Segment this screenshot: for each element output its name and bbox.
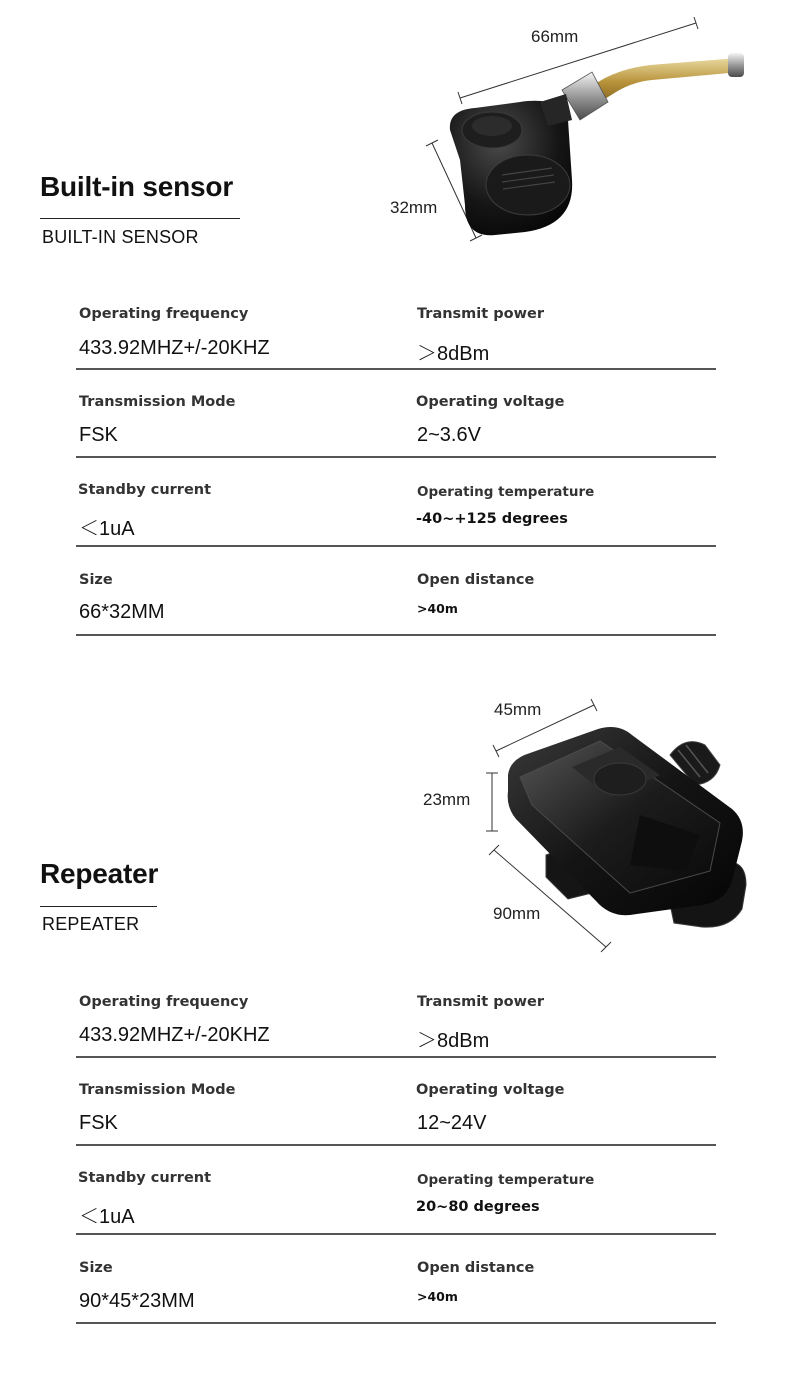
spec-label: Operating voltage [416,394,565,410]
spec-value: >40m [417,1289,458,1304]
section-title: Repeater [40,858,159,889]
spec-label: Transmit power [417,306,544,322]
spec-label: Transmission Mode [79,394,236,410]
spec-value: ＜1uA [79,518,135,540]
spec-value: 12~24V [417,1112,487,1134]
spec-label: Standby current [78,1170,212,1186]
row-divider [76,368,716,370]
spec-value: ＞8dBm [417,343,490,365]
row-divider [76,1322,716,1324]
row-divider [76,1056,716,1058]
row-divider [76,1233,716,1235]
row-divider [76,545,716,547]
spec-label: Transmission Mode [79,1082,236,1098]
dimension-height-label: 32mm [390,198,438,217]
tpms-sensor-image [420,10,760,250]
spec-value: FSK [79,1112,118,1134]
spec-label: Operating temperature [417,484,595,500]
spec-label: Operating frequency [79,306,249,322]
spec-value: 20~80 degrees [416,1199,540,1215]
section-subtitle: REPEATER [42,914,140,934]
spec-value: 2~3.6V [417,424,481,446]
spec-label: Operating temperature [417,1172,595,1188]
dimension-length-label: 66mm [531,27,579,46]
spec-value: FSK [79,424,118,446]
row-divider [76,634,716,636]
spec-value: -40~+125 degrees [416,511,568,527]
title-divider [40,906,157,907]
spec-label: Size [79,572,113,588]
spec-value: 90*45*23MM [79,1290,195,1312]
dimension-length-label: 90mm [493,904,541,923]
dimension-width-label: 45mm [494,700,542,719]
spec-value: >40m [417,601,458,616]
section-subtitle: BUILT-IN SENSOR [42,227,199,247]
row-divider [76,1144,716,1146]
section-title: Built-in sensor [40,171,234,202]
spec-label: Operating voltage [416,1082,565,1098]
spec-value: ＜1uA [79,1206,135,1228]
spec-label: Operating frequency [79,994,249,1010]
title-divider [40,218,240,219]
spec-label: Open distance [417,1260,535,1276]
spec-value: ＞8dBm [417,1030,490,1052]
spec-value: 66*32MM [79,601,165,623]
row-divider [76,456,716,458]
dimension-height-label: 23mm [423,790,471,809]
spec-label: Transmit power [417,994,544,1010]
spec-value: 433.92MHZ+/-20KHZ [79,337,270,359]
spec-label: Standby current [78,482,212,498]
spec-label: Size [79,1260,113,1276]
spec-value: 433.92MHZ+/-20KHZ [79,1024,270,1046]
spec-label: Open distance [417,572,535,588]
